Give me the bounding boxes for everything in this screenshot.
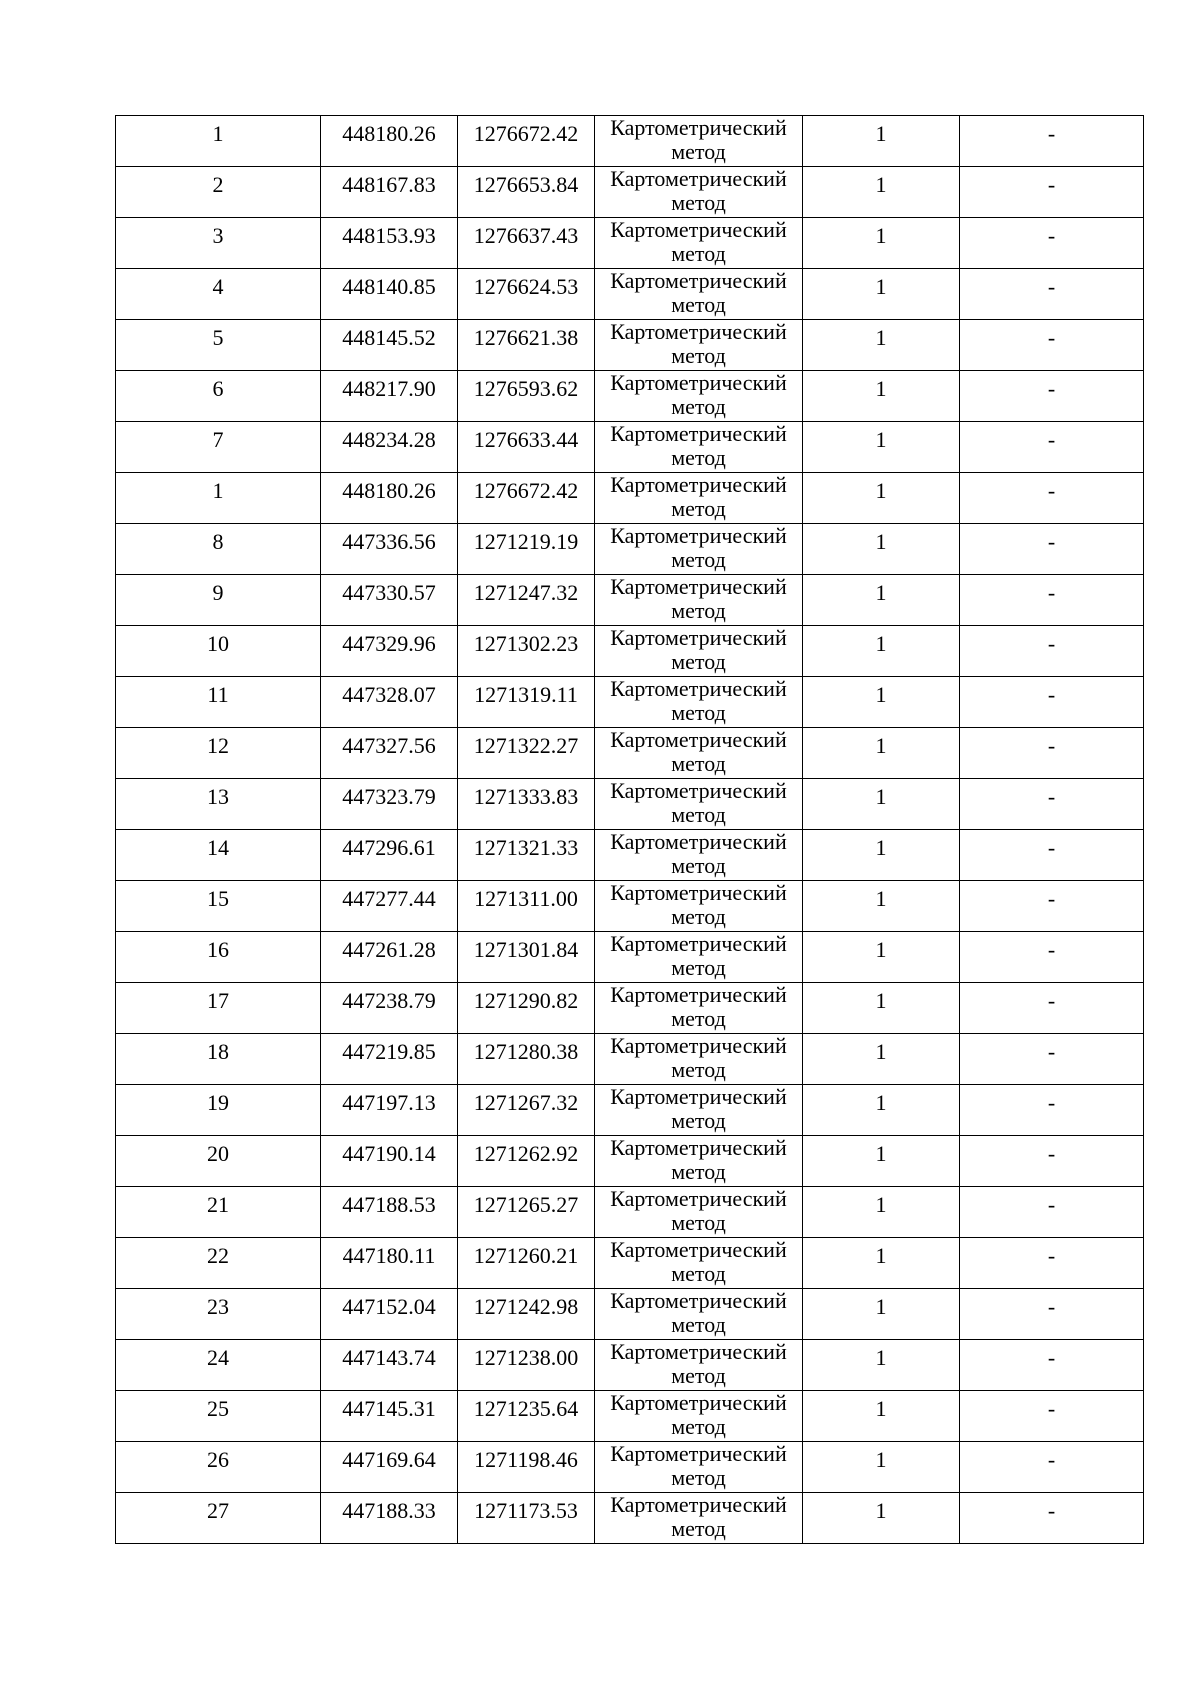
- x-coordinate-cell: 447238.79: [321, 983, 458, 1034]
- point-number-cell: 5: [116, 320, 321, 371]
- x-coordinate-cell: 447329.96: [321, 626, 458, 677]
- accuracy-cell: 1: [803, 1340, 960, 1391]
- method-cell: [595, 677, 803, 728]
- note-cell: -: [960, 116, 1144, 167]
- method-line-2: метод: [671, 1006, 726, 1031]
- y-coordinate-cell: 1271321.33: [458, 830, 595, 881]
- accuracy-cell: 1: [803, 1493, 960, 1544]
- x-coordinate-cell: 447336.56: [321, 524, 458, 575]
- y-coordinate-cell: 1271173.53: [458, 1493, 595, 1544]
- method-cell: [595, 1238, 803, 1289]
- method-cell: [595, 1289, 803, 1340]
- x-coordinate-cell: 447328.07: [321, 677, 458, 728]
- x-coordinate-cell: 447152.04: [321, 1289, 458, 1340]
- point-number-cell: 6: [116, 371, 321, 422]
- point-number-cell: 19: [116, 1085, 321, 1136]
- table-row: [116, 881, 1144, 932]
- method-cell: [595, 779, 803, 830]
- method-line-1: Картометрический: [610, 727, 787, 752]
- note-cell: -: [960, 983, 1144, 1034]
- method-line-1: Картометрический: [610, 676, 787, 701]
- note-cell: -: [960, 728, 1144, 779]
- method-line-1: Картометрический: [610, 217, 787, 242]
- x-coordinate-cell: 447180.11: [321, 1238, 458, 1289]
- method-cell: [595, 371, 803, 422]
- table-row: [116, 830, 1144, 881]
- table-row: [116, 167, 1144, 218]
- method-cell: [595, 1136, 803, 1187]
- method-line-2: метод: [671, 496, 726, 521]
- method-line-1: Картометрический: [610, 1339, 787, 1364]
- table-row: [116, 473, 1144, 524]
- table-row: [116, 422, 1144, 473]
- accuracy-cell: 1: [803, 932, 960, 983]
- point-number-cell: 15: [116, 881, 321, 932]
- x-coordinate-cell: 448153.93: [321, 218, 458, 269]
- x-coordinate-cell: 447145.31: [321, 1391, 458, 1442]
- x-coordinate-cell: 447197.13: [321, 1085, 458, 1136]
- method-line-2: метод: [671, 1261, 726, 1286]
- point-number-cell: 4: [116, 269, 321, 320]
- note-cell: -: [960, 881, 1144, 932]
- method-line-2: метод: [671, 700, 726, 725]
- x-coordinate-cell: 447296.61: [321, 830, 458, 881]
- method-cell: [595, 1085, 803, 1136]
- point-number-cell: 9: [116, 575, 321, 626]
- accuracy-cell: 1: [803, 473, 960, 524]
- point-number-cell: 23: [116, 1289, 321, 1340]
- note-cell: -: [960, 830, 1144, 881]
- y-coordinate-cell: 1271333.83: [458, 779, 595, 830]
- method-line-1: Картометрический: [610, 982, 787, 1007]
- method-line-1: Картометрический: [610, 166, 787, 191]
- accuracy-cell: 1: [803, 524, 960, 575]
- method-cell: [595, 1340, 803, 1391]
- method-line-2: метод: [671, 904, 726, 929]
- note-cell: -: [960, 1238, 1144, 1289]
- y-coordinate-cell: 1271267.32: [458, 1085, 595, 1136]
- method-line-2: метод: [671, 1159, 726, 1184]
- table-row: [116, 677, 1144, 728]
- point-number-cell: 24: [116, 1340, 321, 1391]
- note-cell: -: [960, 422, 1144, 473]
- x-coordinate-cell: 448167.83: [321, 167, 458, 218]
- note-cell: -: [960, 1289, 1144, 1340]
- method-line-1: Картометрический: [610, 778, 787, 803]
- y-coordinate-cell: 1271219.19: [458, 524, 595, 575]
- accuracy-cell: 1: [803, 167, 960, 218]
- method-line-1: Картометрический: [610, 370, 787, 395]
- y-coordinate-cell: 1276593.62: [458, 371, 595, 422]
- method-line-2: метод: [671, 394, 726, 419]
- accuracy-cell: 1: [803, 830, 960, 881]
- y-coordinate-cell: 1271238.00: [458, 1340, 595, 1391]
- y-coordinate-cell: 1276653.84: [458, 167, 595, 218]
- method-cell: [595, 881, 803, 932]
- method-line-2: метод: [671, 1363, 726, 1388]
- method-line-2: метод: [671, 1312, 726, 1337]
- accuracy-cell: 1: [803, 575, 960, 626]
- x-coordinate-cell: 448145.52: [321, 320, 458, 371]
- table-row: [116, 932, 1144, 983]
- accuracy-cell: 1: [803, 1034, 960, 1085]
- method-line-2: метод: [671, 1414, 726, 1439]
- point-number-cell: 22: [116, 1238, 321, 1289]
- method-cell: [595, 116, 803, 167]
- method-line-1: Картометрический: [610, 1135, 787, 1160]
- table-row: [116, 1442, 1144, 1493]
- note-cell: -: [960, 371, 1144, 422]
- accuracy-cell: 1: [803, 1136, 960, 1187]
- accuracy-cell: 1: [803, 1187, 960, 1238]
- y-coordinate-cell: 1276672.42: [458, 473, 595, 524]
- method-cell: [595, 422, 803, 473]
- table-row: [116, 1034, 1144, 1085]
- method-cell: [595, 575, 803, 626]
- x-coordinate-cell: 447143.74: [321, 1340, 458, 1391]
- method-line-1: Картометрический: [610, 523, 787, 548]
- note-cell: -: [960, 932, 1144, 983]
- y-coordinate-cell: 1271322.27: [458, 728, 595, 779]
- table-row: [116, 269, 1144, 320]
- note-cell: -: [960, 575, 1144, 626]
- accuracy-cell: 1: [803, 1391, 960, 1442]
- x-coordinate-cell: 447277.44: [321, 881, 458, 932]
- method-cell: [595, 983, 803, 1034]
- method-cell: [595, 1391, 803, 1442]
- note-cell: -: [960, 1442, 1144, 1493]
- point-number-cell: 2: [116, 167, 321, 218]
- x-coordinate-cell: 448180.26: [321, 473, 458, 524]
- table-row: [116, 1136, 1144, 1187]
- table-row: [116, 728, 1144, 779]
- y-coordinate-cell: 1276624.53: [458, 269, 595, 320]
- method-line-2: метод: [671, 1108, 726, 1133]
- method-line-1: Картометрический: [610, 1186, 787, 1211]
- accuracy-cell: 1: [803, 626, 960, 677]
- method-line-1: Картометрический: [610, 625, 787, 650]
- x-coordinate-cell: 447327.56: [321, 728, 458, 779]
- y-coordinate-cell: 1271242.98: [458, 1289, 595, 1340]
- accuracy-cell: 1: [803, 779, 960, 830]
- note-cell: -: [960, 1493, 1144, 1544]
- y-coordinate-cell: 1271290.82: [458, 983, 595, 1034]
- x-coordinate-cell: 447323.79: [321, 779, 458, 830]
- accuracy-cell: 1: [803, 1085, 960, 1136]
- note-cell: -: [960, 473, 1144, 524]
- point-number-cell: 27: [116, 1493, 321, 1544]
- accuracy-cell: 1: [803, 320, 960, 371]
- accuracy-cell: 1: [803, 218, 960, 269]
- method-cell: [595, 473, 803, 524]
- x-coordinate-cell: 448234.28: [321, 422, 458, 473]
- method-cell: [595, 524, 803, 575]
- x-coordinate-cell: 448140.85: [321, 269, 458, 320]
- method-line-2: метод: [671, 853, 726, 878]
- note-cell: -: [960, 626, 1144, 677]
- accuracy-cell: 1: [803, 983, 960, 1034]
- table-row: [116, 371, 1144, 422]
- method-cell: [595, 728, 803, 779]
- point-number-cell: 11: [116, 677, 321, 728]
- method-line-2: метод: [671, 1210, 726, 1235]
- accuracy-cell: 1: [803, 269, 960, 320]
- x-coordinate-cell: 447219.85: [321, 1034, 458, 1085]
- method-line-2: метод: [671, 292, 726, 317]
- method-line-2: метод: [671, 649, 726, 674]
- note-cell: -: [960, 524, 1144, 575]
- point-number-cell: 20: [116, 1136, 321, 1187]
- table-row: [116, 1493, 1144, 1544]
- accuracy-cell: 1: [803, 116, 960, 167]
- y-coordinate-cell: 1276633.44: [458, 422, 595, 473]
- table-row: [116, 320, 1144, 371]
- coordinates-table-body: [116, 116, 1144, 1544]
- table-row: [116, 575, 1144, 626]
- y-coordinate-cell: 1271265.27: [458, 1187, 595, 1238]
- x-coordinate-cell: 447330.57: [321, 575, 458, 626]
- method-line-1: Картометрический: [610, 1441, 787, 1466]
- x-coordinate-cell: 447188.33: [321, 1493, 458, 1544]
- method-line-1: Картометрический: [610, 1237, 787, 1262]
- table-row: [116, 1289, 1144, 1340]
- accuracy-cell: 1: [803, 728, 960, 779]
- table-row: [116, 1238, 1144, 1289]
- method-cell: [595, 1034, 803, 1085]
- method-line-1: Картометрический: [610, 319, 787, 344]
- point-number-cell: 14: [116, 830, 321, 881]
- method-cell: [595, 1442, 803, 1493]
- accuracy-cell: 1: [803, 1238, 960, 1289]
- y-coordinate-cell: 1271311.00: [458, 881, 595, 932]
- method-line-1: Картометрический: [610, 268, 787, 293]
- point-number-cell: 21: [116, 1187, 321, 1238]
- note-cell: -: [960, 1034, 1144, 1085]
- accuracy-cell: 1: [803, 677, 960, 728]
- method-line-2: метод: [671, 343, 726, 368]
- note-cell: -: [960, 1136, 1144, 1187]
- accuracy-cell: 1: [803, 422, 960, 473]
- y-coordinate-cell: 1271262.92: [458, 1136, 595, 1187]
- method-line-1: Картометрический: [610, 115, 787, 140]
- method-line-2: метод: [671, 547, 726, 572]
- method-line-2: метод: [671, 445, 726, 470]
- method-cell: [595, 269, 803, 320]
- table-row: [116, 1391, 1144, 1442]
- method-line-2: метод: [671, 598, 726, 623]
- y-coordinate-cell: 1276672.42: [458, 116, 595, 167]
- point-number-cell: 25: [116, 1391, 321, 1442]
- method-line-2: метод: [671, 139, 726, 164]
- method-cell: [595, 932, 803, 983]
- table-row: [116, 779, 1144, 830]
- table-row: [116, 524, 1144, 575]
- point-number-cell: 26: [116, 1442, 321, 1493]
- point-number-cell: 16: [116, 932, 321, 983]
- table-row: [116, 1085, 1144, 1136]
- point-number-cell: 18: [116, 1034, 321, 1085]
- coordinates-table: [115, 115, 1144, 1544]
- table-row: [116, 1340, 1144, 1391]
- note-cell: -: [960, 1085, 1144, 1136]
- point-number-cell: 12: [116, 728, 321, 779]
- method-line-1: Картометрический: [610, 472, 787, 497]
- method-line-1: Картометрический: [610, 880, 787, 905]
- method-cell: [595, 1493, 803, 1544]
- note-cell: -: [960, 167, 1144, 218]
- y-coordinate-cell: 1271301.84: [458, 932, 595, 983]
- method-cell: [595, 167, 803, 218]
- point-number-cell: 1: [116, 473, 321, 524]
- note-cell: -: [960, 320, 1144, 371]
- method-line-1: Картометрический: [610, 1033, 787, 1058]
- method-line-2: метод: [671, 955, 726, 980]
- y-coordinate-cell: 1271302.23: [458, 626, 595, 677]
- point-number-cell: 13: [116, 779, 321, 830]
- point-number-cell: 10: [116, 626, 321, 677]
- table-row: [116, 218, 1144, 269]
- table-row: [116, 983, 1144, 1034]
- method-line-1: Картометрический: [610, 421, 787, 446]
- x-coordinate-cell: 448217.90: [321, 371, 458, 422]
- x-coordinate-cell: 447188.53: [321, 1187, 458, 1238]
- method-line-2: метод: [671, 1516, 726, 1541]
- accuracy-cell: 1: [803, 371, 960, 422]
- x-coordinate-cell: 448180.26: [321, 116, 458, 167]
- method-cell: [595, 626, 803, 677]
- note-cell: -: [960, 269, 1144, 320]
- y-coordinate-cell: 1271260.21: [458, 1238, 595, 1289]
- method-cell: [595, 320, 803, 371]
- y-coordinate-cell: 1271247.32: [458, 575, 595, 626]
- method-line-2: метод: [671, 1465, 726, 1490]
- x-coordinate-cell: 447190.14: [321, 1136, 458, 1187]
- y-coordinate-cell: 1271319.11: [458, 677, 595, 728]
- x-coordinate-cell: 447169.64: [321, 1442, 458, 1493]
- y-coordinate-cell: 1271280.38: [458, 1034, 595, 1085]
- method-line-1: Картометрический: [610, 1288, 787, 1313]
- method-line-1: Картометрический: [610, 1492, 787, 1517]
- method-line-2: метод: [671, 802, 726, 827]
- note-cell: -: [960, 218, 1144, 269]
- table-row: [116, 626, 1144, 677]
- accuracy-cell: 1: [803, 881, 960, 932]
- table-row: [116, 116, 1144, 167]
- point-number-cell: 7: [116, 422, 321, 473]
- y-coordinate-cell: 1271198.46: [458, 1442, 595, 1493]
- note-cell: -: [960, 1391, 1144, 1442]
- point-number-cell: 17: [116, 983, 321, 1034]
- accuracy-cell: 1: [803, 1442, 960, 1493]
- point-number-cell: 8: [116, 524, 321, 575]
- y-coordinate-cell: 1276621.38: [458, 320, 595, 371]
- y-coordinate-cell: 1271235.64: [458, 1391, 595, 1442]
- method-cell: [595, 218, 803, 269]
- method-line-1: Картометрический: [610, 1390, 787, 1415]
- table-row: [116, 1187, 1144, 1238]
- note-cell: -: [960, 677, 1144, 728]
- method-line-2: метод: [671, 241, 726, 266]
- method-line-2: метод: [671, 751, 726, 776]
- method-cell: [595, 830, 803, 881]
- method-line-1: Картометрический: [610, 1084, 787, 1109]
- method-line-2: метод: [671, 190, 726, 215]
- accuracy-cell: 1: [803, 1289, 960, 1340]
- x-coordinate-cell: 447261.28: [321, 932, 458, 983]
- note-cell: -: [960, 1340, 1144, 1391]
- method-line-1: Картометрический: [610, 931, 787, 956]
- note-cell: -: [960, 779, 1144, 830]
- method-line-2: метод: [671, 1057, 726, 1082]
- method-line-1: Картометрический: [610, 829, 787, 854]
- point-number-cell: 3: [116, 218, 321, 269]
- note-cell: -: [960, 1187, 1144, 1238]
- y-coordinate-cell: 1276637.43: [458, 218, 595, 269]
- method-cell: [595, 1187, 803, 1238]
- point-number-cell: 1: [116, 116, 321, 167]
- method-line-1: Картометрический: [610, 574, 787, 599]
